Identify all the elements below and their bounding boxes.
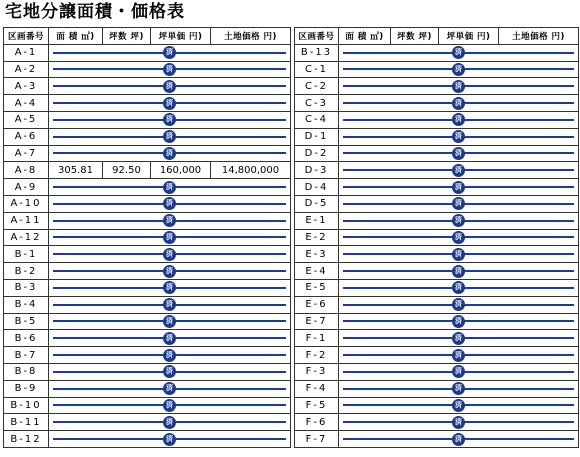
table-row [4, 128, 291, 145]
lot-number: E-4 [295, 263, 339, 280]
header-tsubo: 坪数 坪) [391, 28, 439, 45]
lot-number: D-5 [295, 195, 339, 212]
lot-number: A-4 [4, 95, 49, 112]
lot-number: A-3 [4, 78, 49, 95]
table-row [4, 44, 291, 61]
sold-out-mark [49, 263, 291, 280]
table-row [295, 162, 579, 179]
sold-badge: 済 [163, 248, 176, 261]
sold-out-mark [339, 246, 579, 263]
sold-badge: 済 [163, 46, 176, 59]
sold-badge: 済 [452, 63, 465, 76]
lot-number: D-4 [295, 179, 339, 196]
table-row [295, 363, 579, 380]
lot-number: E-2 [295, 229, 339, 246]
lot-number: B-4 [4, 296, 49, 313]
table-row [4, 431, 291, 448]
sold-out-mark [339, 195, 579, 212]
lot-number: B-1 [4, 246, 49, 263]
lot-table-left [3, 27, 291, 448]
lot-number: E-1 [295, 212, 339, 229]
sold-badge: 済 [452, 214, 465, 227]
sold-badge: 済 [452, 265, 465, 278]
table-row [4, 229, 291, 246]
unit-price-value: 160,000 [151, 162, 211, 179]
sold-out-mark [49, 347, 291, 364]
sold-out-mark [339, 431, 579, 448]
table-header-row [4, 28, 291, 45]
header-land-price: 土地価格 円) [211, 28, 291, 45]
sold-out-mark [49, 279, 291, 296]
sold-badge: 済 [163, 315, 176, 328]
sold-out-mark [49, 61, 291, 78]
sold-out-mark [339, 347, 579, 364]
table-row [4, 414, 291, 431]
table-row [4, 363, 291, 380]
lot-number: B-13 [295, 44, 339, 61]
sold-badge: 済 [163, 147, 176, 160]
lot-number: A-6 [4, 128, 49, 145]
lot-number: F-4 [295, 380, 339, 397]
table-row [4, 162, 291, 179]
table-row [4, 212, 291, 229]
lot-number: E-7 [295, 313, 339, 330]
lot-number: B-5 [4, 313, 49, 330]
header-land-price: 土地価格 円) [499, 28, 579, 45]
sold-badge: 済 [452, 349, 465, 362]
lot-number: A-2 [4, 61, 49, 78]
table-row [4, 195, 291, 212]
sold-badge: 済 [452, 315, 465, 328]
sold-badge: 済 [452, 416, 465, 429]
lot-number: A-10 [4, 195, 49, 212]
table-row [4, 61, 291, 78]
lot-number: F-3 [295, 363, 339, 380]
lot-number: B-9 [4, 380, 49, 397]
sold-badge: 済 [163, 214, 176, 227]
table-row [295, 78, 579, 95]
sold-out-mark [339, 263, 579, 280]
table-row [4, 279, 291, 296]
table-row [295, 431, 579, 448]
sold-out-mark [49, 128, 291, 145]
table-row [295, 246, 579, 263]
lot-number: D-2 [295, 145, 339, 162]
sold-out-mark [339, 380, 579, 397]
sold-out-mark [339, 162, 579, 179]
sold-badge: 済 [163, 433, 176, 446]
sold-badge: 済 [163, 416, 176, 429]
table-row [295, 380, 579, 397]
sold-out-mark [49, 111, 291, 128]
sold-badge: 済 [163, 63, 176, 76]
table-row [295, 263, 579, 280]
lot-number: E-6 [295, 296, 339, 313]
sold-badge: 済 [163, 130, 176, 143]
lot-number: A-7 [4, 145, 49, 162]
header-lot-number: 区画番号 [4, 28, 49, 45]
header-unit-price: 坪単価 円) [151, 28, 211, 45]
sold-badge: 済 [163, 113, 176, 126]
lot-number: B-2 [4, 263, 49, 280]
sold-out-mark [49, 95, 291, 112]
lot-number: A-12 [4, 229, 49, 246]
lot-table-right [294, 27, 579, 448]
sold-badge: 済 [163, 365, 176, 378]
sold-badge: 済 [452, 399, 465, 412]
sold-out-mark [339, 111, 579, 128]
sold-out-mark [339, 78, 579, 95]
sold-out-mark [339, 145, 579, 162]
header-area: 面 積 ㎡) [49, 28, 103, 45]
sold-out-mark [49, 179, 291, 196]
table-row [295, 179, 579, 196]
page-title: 宅地分譲面積・価格表 [5, 2, 185, 22]
lot-number: B-6 [4, 330, 49, 347]
sold-badge: 済 [452, 147, 465, 160]
sold-badge: 済 [452, 181, 465, 194]
lot-number: B-7 [4, 347, 49, 364]
table-row [4, 111, 291, 128]
tsubo-value: 92.50 [103, 162, 151, 179]
sold-badge: 済 [163, 265, 176, 278]
sold-badge: 済 [452, 164, 465, 177]
lot-number: C-3 [295, 95, 339, 112]
sold-out-mark [339, 212, 579, 229]
header-area: 面 積 ㎡) [339, 28, 391, 45]
header-lot-number: 区画番号 [295, 28, 339, 45]
sold-out-mark [339, 95, 579, 112]
sold-out-mark [339, 414, 579, 431]
lot-number: C-4 [295, 111, 339, 128]
table-row [295, 313, 579, 330]
sold-out-mark [49, 195, 291, 212]
sold-badge: 済 [163, 332, 176, 345]
table-row [4, 397, 291, 414]
table-row [295, 229, 579, 246]
sold-badge: 済 [163, 80, 176, 93]
sold-out-mark [49, 397, 291, 414]
lot-number: F-5 [295, 397, 339, 414]
sold-out-mark [339, 330, 579, 347]
header-tsubo: 坪数 坪) [103, 28, 151, 45]
table-row [4, 380, 291, 397]
sold-badge: 済 [163, 298, 176, 311]
lot-number: A-8 [4, 162, 49, 179]
lot-number: B-10 [4, 397, 49, 414]
sold-badge: 済 [452, 433, 465, 446]
table-row [295, 330, 579, 347]
sold-badge: 済 [163, 382, 176, 395]
sold-badge: 済 [452, 382, 465, 395]
table-row [295, 111, 579, 128]
sold-out-mark [339, 128, 579, 145]
sold-badge: 済 [452, 281, 465, 294]
sold-badge: 済 [452, 197, 465, 210]
sold-badge: 済 [163, 399, 176, 412]
lot-number: F-1 [295, 330, 339, 347]
table-row [295, 212, 579, 229]
sold-out-mark [49, 78, 291, 95]
sold-badge: 済 [452, 298, 465, 311]
lot-number: F-7 [295, 431, 339, 448]
sold-out-mark [339, 179, 579, 196]
lot-number: A-1 [4, 44, 49, 61]
table-row [295, 145, 579, 162]
table-row [295, 296, 579, 313]
sold-out-mark [339, 279, 579, 296]
sold-badge: 済 [452, 80, 465, 93]
sold-out-mark [49, 229, 291, 246]
sold-badge: 済 [452, 248, 465, 261]
table-row [4, 330, 291, 347]
table-row [4, 246, 291, 263]
sold-badge: 済 [163, 97, 176, 110]
sold-out-mark [339, 229, 579, 246]
table-row [4, 78, 291, 95]
lot-number: D-3 [295, 162, 339, 179]
sold-badge: 済 [163, 349, 176, 362]
header-unit-price: 坪単価 円) [439, 28, 499, 45]
lot-number: A-5 [4, 111, 49, 128]
lot-number: B-8 [4, 363, 49, 380]
sold-out-mark [49, 246, 291, 263]
sold-out-mark [339, 313, 579, 330]
lot-number: B-3 [4, 279, 49, 296]
lot-number: B-12 [4, 431, 49, 448]
sold-out-mark [49, 44, 291, 61]
sold-out-mark [49, 330, 291, 347]
sold-badge: 済 [452, 332, 465, 345]
sold-out-mark [49, 212, 291, 229]
table-row [4, 347, 291, 364]
sold-out-mark [49, 145, 291, 162]
lot-number: B-11 [4, 414, 49, 431]
lot-number: A-9 [4, 179, 49, 196]
sold-out-mark [339, 363, 579, 380]
table-row [295, 414, 579, 431]
table-row [295, 347, 579, 364]
lot-number: C-2 [295, 78, 339, 95]
table-row [295, 397, 579, 414]
sold-out-mark [339, 61, 579, 78]
sold-badge: 済 [163, 281, 176, 294]
sold-badge: 済 [452, 46, 465, 59]
table-row [295, 195, 579, 212]
sold-badge: 済 [452, 113, 465, 126]
lot-number: C-1 [295, 61, 339, 78]
sold-out-mark [49, 380, 291, 397]
sold-out-mark [49, 313, 291, 330]
lot-number: E-3 [295, 246, 339, 263]
table-row [4, 313, 291, 330]
lot-number: E-5 [295, 279, 339, 296]
table-header-row [295, 28, 579, 45]
table-row [295, 44, 579, 61]
table-row [295, 128, 579, 145]
sold-badge: 済 [452, 231, 465, 244]
sold-out-mark [49, 414, 291, 431]
sold-out-mark [49, 363, 291, 380]
sold-badge: 済 [452, 130, 465, 143]
sold-out-mark [339, 296, 579, 313]
table-row [4, 145, 291, 162]
sold-out-mark [49, 431, 291, 448]
sold-out-mark [339, 397, 579, 414]
lot-number: D-1 [295, 128, 339, 145]
sold-badge: 済 [163, 197, 176, 210]
table-row [295, 95, 579, 112]
land-price-value: 14,800,000 [211, 162, 291, 179]
table-row [295, 279, 579, 296]
table-row [4, 296, 291, 313]
sold-badge: 済 [452, 97, 465, 110]
table-row [4, 263, 291, 280]
sold-badge: 済 [452, 365, 465, 378]
area-value: 305.81 [49, 162, 103, 179]
table-row [4, 95, 291, 112]
lot-number: F-2 [295, 347, 339, 364]
table-row [295, 61, 579, 78]
sold-badge: 済 [163, 181, 176, 194]
sold-badge: 済 [163, 231, 176, 244]
lot-number: F-6 [295, 414, 339, 431]
sold-out-mark [339, 44, 579, 61]
table-row [4, 179, 291, 196]
sold-out-mark [49, 296, 291, 313]
lot-number: A-11 [4, 212, 49, 229]
